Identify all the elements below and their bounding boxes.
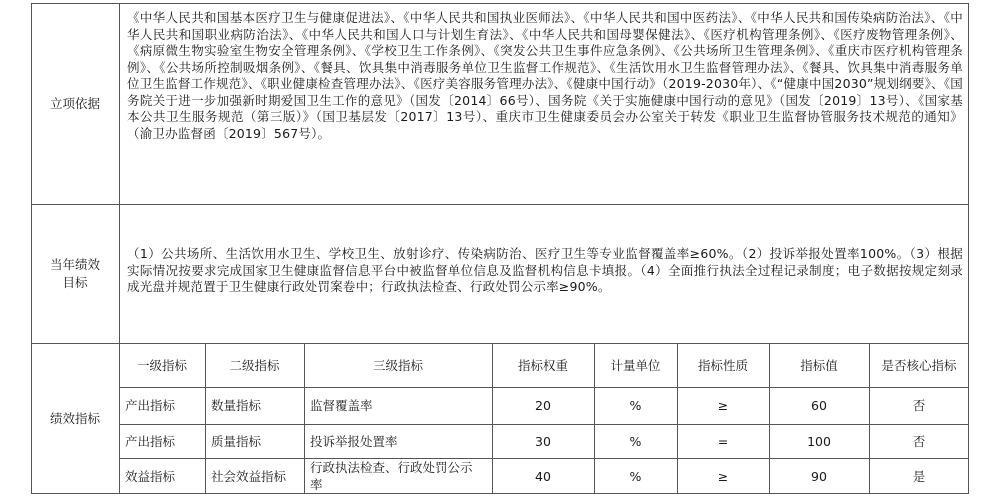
- table-cell: %: [629, 468, 642, 484]
- table-cell: 否: [912, 398, 926, 413]
- table-cell: 60: [811, 398, 827, 413]
- table-cell: 100: [807, 433, 831, 449]
- header-level3: 三级指标: [372, 357, 423, 373]
- table-cell: 30: [535, 433, 551, 449]
- performance-target-table: [31, 3, 970, 495]
- table-cell: 40: [535, 468, 551, 484]
- basis-text: 《中华人民共和国基本医疗卫生与健康促进法》、《中华人民共和国执业医师法》、《中华人民共和国中医药法》、《中华人民共和国传染病防治法》、《中华人民共和国职业病防治法》、《中华人民共和国人口与计划生育法》、《中华人民共和国母婴保健法》、《医疗机构管理条例》、《医疗废物管理条例》、《病原微生物实验室生物安全管理条例》、《学校卫生工作条例》、《突发公共卫生事件应急条例》、《公共场所卫生管理条例》、《重庆市医疗机构管理条例》、《公共场所控制吸烟条例》、《餐具、饮具集中消毒服务单位卫生监督工作规范》、《生活饮用水卫生监督管理办法》、《餐具、饮具集中消毒服务单位卫生监督工作规范》、《职业健康检查管理办法》、《医疗美容服务管理办法》、《健康中国行动》（2019-2030年）、《“健康中国2030”规划纲要》、《国务院关于进一步加强新时期爱国卫生工作的意见》（国发〔2014〕66号）、国务院《关于实施健康中国行动的意见》（国发〔2019〕13号）、《国家基本公共卫生服务规范（第三版）》（国卫基层发〔2017〕13号）、重庆市卫生健康委员会办公室关于转发《职业卫生监督协管服务技术规范的通知》（渝卫办监督函〔2019〕567号）。: [127, 10, 963, 141]
- header-unit: 计量单位: [610, 357, 661, 373]
- table-cell: 数量指标: [211, 398, 262, 413]
- basis-label: 立项依据: [49, 95, 100, 111]
- table-cell: 投诉举报处置率: [310, 433, 398, 449]
- header-value: 指标值: [800, 357, 838, 373]
- divider: [31, 204, 969, 205]
- header-level1: 一级指标: [136, 357, 187, 373]
- table-cell: 90: [811, 468, 827, 484]
- header-weight: 指标权重: [517, 357, 568, 373]
- table-cell: 产出指标: [125, 433, 176, 449]
- table-cell: %: [629, 433, 642, 449]
- goals-text: （1）公共场所、生活饮用水卫生、学校卫生、放射诊疗、传染病防治、医疗卫生等专业监督覆盖率≥60%。（2）投诉举报处置率100%。（3）根据实际情况按要求完成国家卫生健康监督信息平台中被监督单位信息及监督机构信息卡填报。（4）全面推行执法全过程记录制度；电子数据按规定刻录成光盘并规范置于卫生健康行政处罚案卷中；行政执法检查、行政处罚公示率≥90%。: [127, 246, 963, 294]
- header-core: 是否核心指标: [881, 357, 957, 373]
- goals-label: 当年绩效目标: [49, 256, 100, 290]
- table-cell: %: [629, 398, 642, 413]
- table-cell: 20: [535, 398, 551, 413]
- header-level2: 二级指标: [229, 357, 280, 373]
- table-cell: 否: [912, 433, 926, 449]
- indicators-label: 绩效指标: [49, 410, 100, 426]
- table-cell: =: [717, 433, 729, 449]
- table-cell: 质量指标: [211, 433, 262, 449]
- table-cell: 行政执法检查、行政处罚公示率: [310, 460, 473, 492]
- table-cell: ≥: [717, 468, 729, 484]
- table-cell: 效益指标: [125, 468, 176, 484]
- table-cell: 社会效益指标: [211, 468, 287, 484]
- table-cell: 监督覆盖率: [310, 398, 373, 413]
- table-cell: ≥: [717, 398, 729, 413]
- table-cell: 产出指标: [125, 398, 176, 413]
- header-nature: 指标性质: [697, 357, 748, 373]
- table-cell: 是: [912, 468, 926, 484]
